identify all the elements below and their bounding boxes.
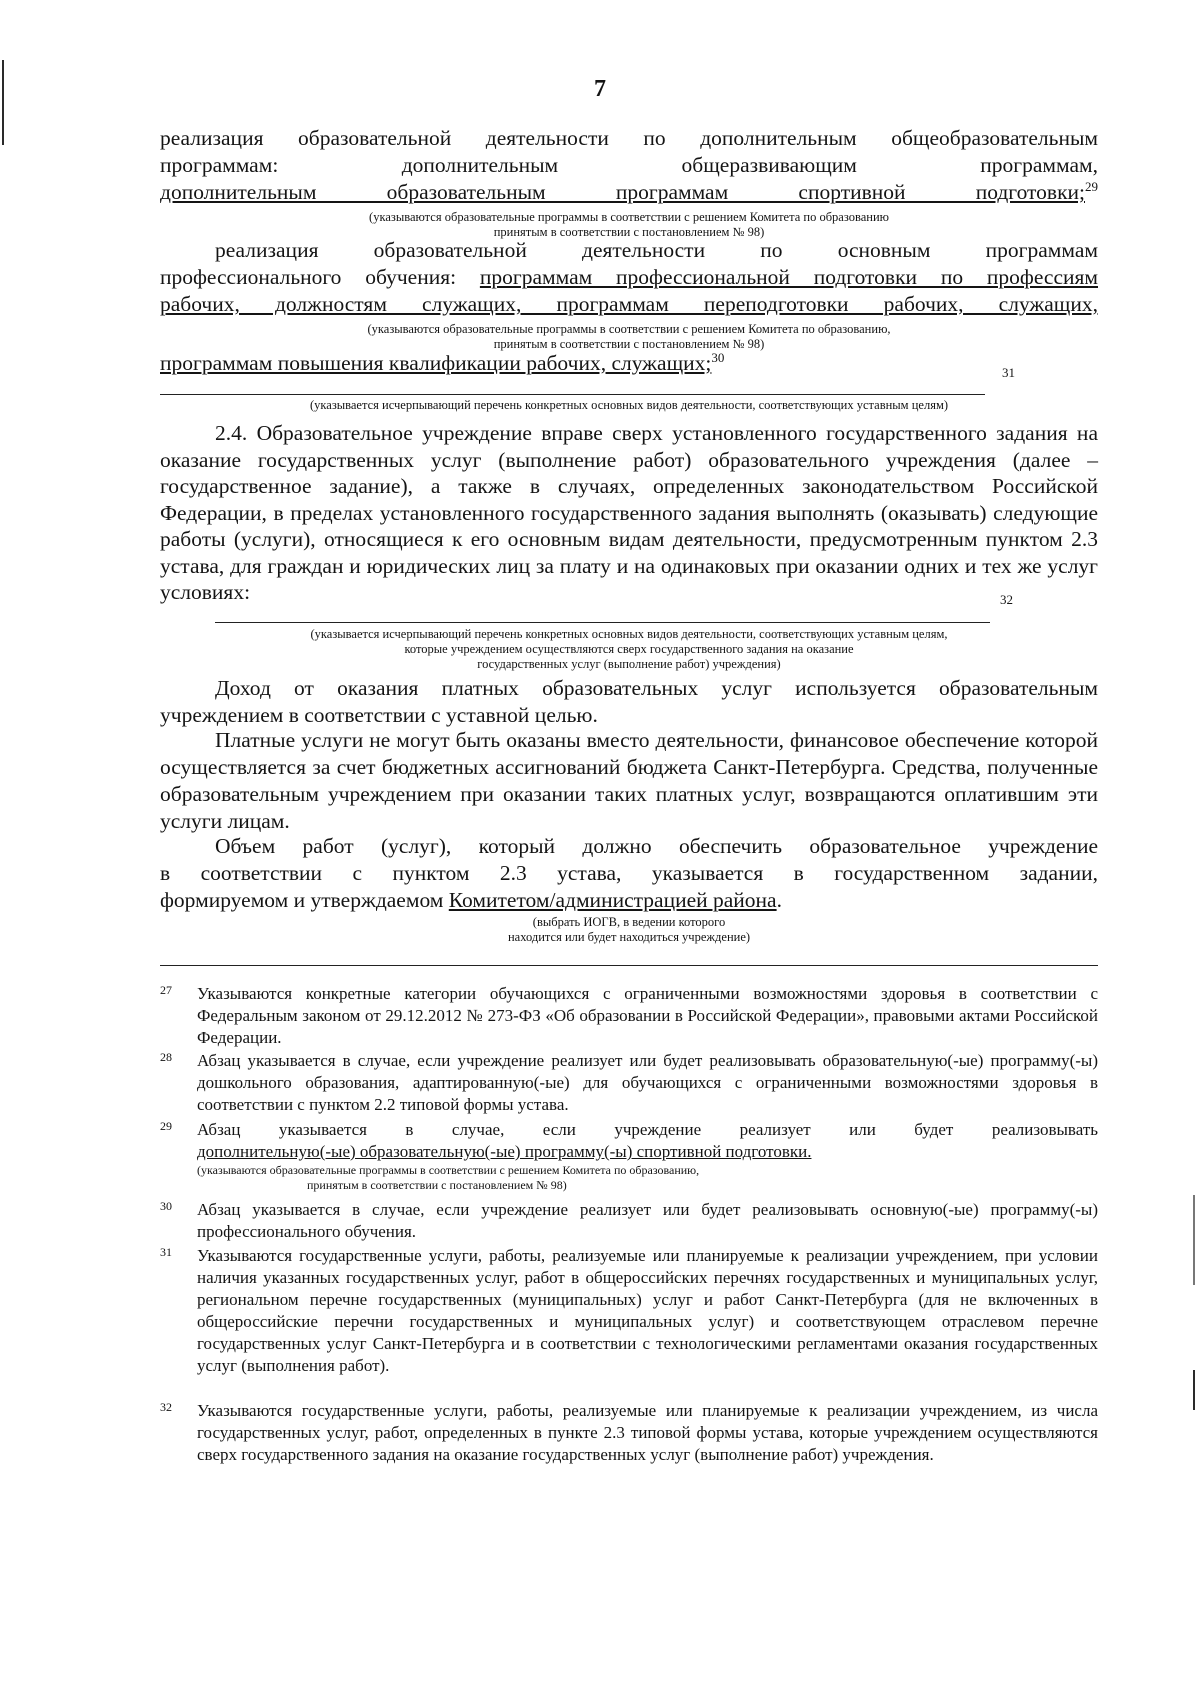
footnote-number: 30 <box>160 1199 172 1213</box>
section-2-4-text: 2.4. Образовательное учреждение вправе сверх установленного государственного задания на оказание государственных услуг (выполнение работ) образовательного учреждения (далее – государственное задание), а также в случаях, определенных законодательством Российской Федерации, в пределах установленного государственного задания выполнять (оказывать) следующие работы (услуги), относящиеся к его основным видам деятельности, предусмотренным пунктом 2.3 устава, для граждан и юридических лиц за плату и на одинаковых при оказании одних и тех же услуг условиях: <box>160 421 1098 604</box>
scan-edge-mark-right-1 <box>1193 1195 1195 1285</box>
professional-programs-underlined: программам профессиональной подготовки по профессиям <box>479 265 1098 289</box>
footnote-28 <box>160 1050 1098 1116</box>
footnote-ref-31: 31 <box>1002 365 1015 380</box>
footnote-text-line-1: Абзац указывается в случае, если учреждение реализует или будет реализовывать <box>197 1120 1098 1139</box>
professional-training-hint-1: (указываются образовательные программы в соответствии с решением Комитета по образованию, <box>367 322 891 336</box>
blank-line-31 <box>160 394 985 395</box>
footnote-27 <box>160 983 1098 1049</box>
footnote-text: Указываются конкретные категории обучающихся с ограниченными возможностями здоровья в соответствии с Федеральным законом от 29.12.2012 № 273-ФЗ «Об образовании в Российской Федерации», правовыми актами Российской Федерации. <box>197 984 1098 1047</box>
footnote-29 <box>160 1119 1098 1193</box>
authority-hint-2: находится или будет находиться учреждение) <box>507 930 751 944</box>
paid-services-paragraph: Платные услуги не могут быть оказаны вместо деятельности, финансовое обеспечение которой осуществляется за счет бюджетных ассигнований бюджета Санкт-Петербурга. Средства, полученные образовательным учреждением при оказании таких платных услуг, возвращаются оплатившим эти услуги лицам. <box>160 728 1098 833</box>
footnote-separator <box>160 965 1098 966</box>
footnote-text: Абзац указывается в случае, если учреждение реализует или будет реализовывать образовательную(-ые) программу(-ы) дошкольного образования, адаптированную(-ые) для обучающихся с ограниченными возможностями здоровья в соответствии с пунктом 2.2 типовой формы устава. <box>197 1051 1098 1114</box>
footnote-number: 32 <box>160 1400 172 1414</box>
professional-training-line-2: профессионального обучения: программам профессиональной подготовки по профессиям <box>160 265 1098 289</box>
qualification-programs-underlined: программам повышения квалификации рабочих, служащих; <box>160 351 712 375</box>
additional-programs-hint-1: (указываются образовательные программы в соответствии с решением Комитета по образованию <box>369 210 889 224</box>
additional-programs-block <box>160 125 1098 240</box>
footnote-number: 28 <box>160 1050 172 1064</box>
footnote-ref-32: 32 <box>1000 592 1013 607</box>
professional-training-line-4 <box>160 350 1098 377</box>
authority-choice-underlined: Комитетом/администрацией района <box>448 888 777 912</box>
footnote-number: 31 <box>160 1245 172 1259</box>
blank-31-hint: (указывается исчерпывающий перечень конкретных основных видов деятельности, соответствующих уставным целям) <box>309 398 949 412</box>
footnote-ref-29: 29 <box>1085 178 1098 194</box>
professional-training-line-1: реализация образовательной деятельности по основным программам <box>215 238 1098 262</box>
footnote-text: Указываются государственные услуги, работы, реализуемые или планируемые к реализации учреждением, из числа государственных услуг, работ, определенных в пункте 2.3 типовой формы устава, которые учреждением осуществляются сверх государственного задания на оказание государственных услуг (выполнение работ) учреждения. <box>197 1401 1098 1464</box>
footnote-29-hint-2: принятым в соответствии с постановлением № 98) <box>307 1178 567 1192</box>
additional-programs-hint-2: принятым в соответствии с постановлением № 98) <box>493 225 765 239</box>
footnote-ref-30: 30 <box>711 349 725 365</box>
additional-programs-line-1: реализация образовательной деятельности по дополнительным общеобразовательным <box>160 126 1098 150</box>
footnote-text: Абзац указывается в случае, если учреждение реализует или будет реализовывать основную(-ые) программу(-ы) профессионального обучения. <box>197 1200 1098 1241</box>
footnote-number: 27 <box>160 983 172 997</box>
footnote-30 <box>160 1199 1098 1243</box>
blank-32-hint: (указывается исчерпывающий перечень конкретных основных видов деятельности, соответствующих уставным целям, которые учреждением осуществляются сверх государственного задания на оказание государственных услуг (выполнение работ) учреждения) <box>310 627 948 671</box>
footnote-32 <box>160 1400 1098 1466</box>
professional-training-block <box>160 237 1098 377</box>
professional-training-line-3: рабочих, должностям служащих, программам переподготовки рабочих, служащих, <box>160 292 1098 316</box>
income-paragraph: Доход от оказания платных образовательных услуг используется образовательным учреждением в соответствии с уставной целью. <box>160 676 1098 727</box>
footnote-text-line-2: дополнительную(-ые) образовательную(-ые) программу(-ы) спортивной подготовки. <box>197 1142 812 1161</box>
footnote-31 <box>160 1245 1098 1377</box>
footnote-text: Указываются государственные услуги, работы, реализуемые или планируемые к реализации учреждением, при условии наличия указанных государственных услуг, работ в общероссийских перечнях государственных и муниципальных услуг, региональном перечне государственных (муниципальных) услуг и работ Санкт-Петербурга (для не включенных в общероссийские перечни государственных и муниципальных услуг) и соответствующем отраслевом перечне государственных услуг Санкт-Петербурга и в соответствии с технологическими регламентами оказания государственных услуг (выполнения работ). <box>197 1246 1098 1375</box>
volume-paragraph: Объем работ (услуг), который должно обеспечить образовательное учреждение в соответствии с пунктом 2.3 устава, указывается в государственном задании, формируемом и утверждаемом Комитетом/администрацией района. (выбрать ИОГВ, в ведении которого находится или будет находиться учреждение) <box>160 834 1098 944</box>
professional-training-hint-2: принятым в соответствии с постановлением № 98) <box>493 337 765 351</box>
section-2-4 <box>160 420 1098 606</box>
additional-programs-line-2: программам: дополнительным общеразвивающим программам, <box>160 153 1098 177</box>
page-number: 7 <box>594 76 606 102</box>
scan-edge-mark-right-2 <box>1193 1370 1195 1410</box>
additional-programs-line-3 <box>160 179 1098 206</box>
blank-line-32 <box>215 622 990 623</box>
footnote-number: 29 <box>160 1119 172 1133</box>
authority-hint-1: (выбрать ИОГВ, в ведении которого <box>532 915 726 929</box>
sport-programs-underlined: дополнительным образовательным программам спортивной подготовки; <box>160 180 1085 204</box>
footnote-29-hint-1: (указываются образовательные программы в соответствии с решением Комитета по образованию, <box>197 1163 700 1177</box>
